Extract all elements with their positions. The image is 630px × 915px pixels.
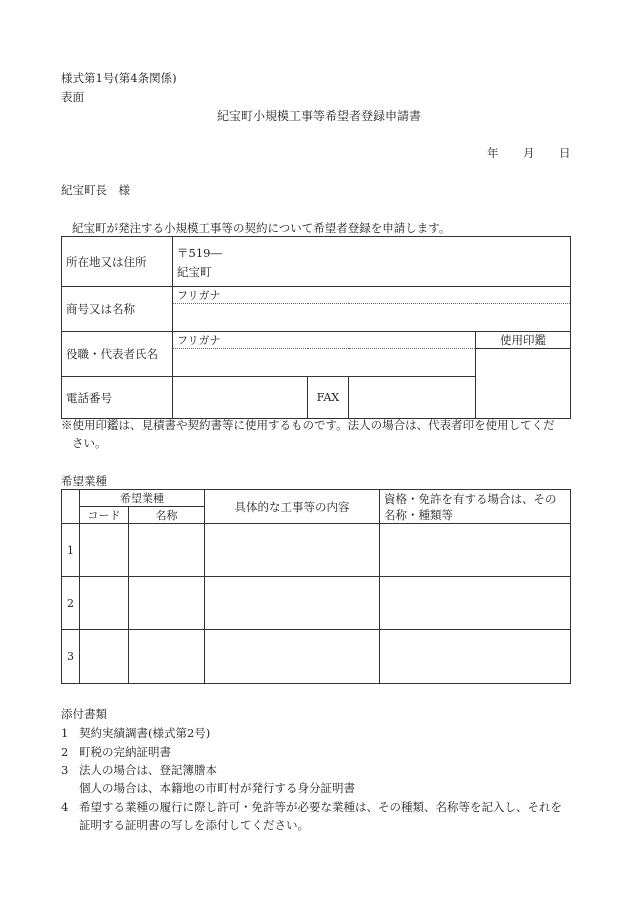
row-number: 2: [62, 577, 80, 630]
name-header: 名称: [129, 507, 205, 524]
seal-field[interactable]: [476, 349, 571, 419]
license-cell[interactable]: [380, 524, 571, 577]
license-header: [380, 490, 571, 524]
address-label: 所在地又は住所: [62, 237, 173, 287]
date-year: 年: [487, 146, 499, 160]
applicant-table: [61, 236, 571, 419]
attachment-text: 証明する証明書の写しを添付してください。: [79, 818, 309, 832]
page-title: 紀宝町小規模工事等希望者登録申請書: [217, 109, 422, 123]
attachment-item: [61, 817, 309, 833]
seal-note-line1: ※使用印鑑は、見積書や契約書等に使用するものです。法人の場合は、代表者印を使用してくだ: [61, 418, 555, 432]
work-table: [61, 489, 571, 684]
code-header: コード: [80, 507, 129, 524]
work-row: [62, 630, 571, 684]
representative-name-field[interactable]: [173, 349, 476, 377]
license-cell[interactable]: [380, 630, 571, 684]
address-field[interactable]: [173, 263, 571, 287]
attachment-text: 個人の場合は、本籍地の市町村が発行する身分証明書: [79, 781, 355, 795]
name-cell[interactable]: [129, 524, 205, 577]
code-cell[interactable]: [80, 630, 129, 684]
representative-label: 役職・代表者氏名: [62, 332, 173, 377]
fax-field[interactable]: [349, 377, 476, 419]
license-header-line1: 資格・免許を有する場合は、その: [384, 491, 557, 506]
attachment-item: [61, 799, 562, 815]
attachments-title: 添付書類: [61, 707, 107, 721]
fax-label: FAX: [308, 377, 349, 419]
attachment-text: 町税の完納証明書: [79, 745, 171, 759]
rep-furigana-label: フリガナ: [177, 334, 221, 347]
work-section-title: 希望業種: [61, 474, 107, 488]
company-label: 商号又は名称: [62, 287, 173, 332]
work-row: [62, 524, 571, 577]
attachment-number: 1: [61, 726, 69, 740]
postal-code: 〒519―: [177, 245, 222, 260]
attachment-number: 2: [61, 745, 69, 759]
code-cell[interactable]: [80, 577, 129, 630]
seal-label: 使用印鑑: [476, 332, 571, 349]
attachment-text: 契約実績調書(様式第2号): [79, 726, 211, 740]
company-name-field[interactable]: [173, 304, 571, 332]
attachment-number: 3: [61, 763, 69, 777]
attachment-text: 希望する業種の履行に際し許可・免許等が必要な業種は、その種類、名称等を記入し、それを: [79, 800, 562, 814]
addressee: 紀宝町長 様: [61, 183, 130, 197]
attachment-item: [61, 762, 217, 778]
date-day: 日: [559, 146, 571, 160]
seal-note-line2: さい。: [72, 436, 107, 450]
row-number: 1: [62, 524, 80, 577]
company-furigana-label: フリガナ: [177, 289, 221, 302]
work-type-header: 希望業種: [80, 490, 205, 507]
intro-text: 紀宝町が発注する小規模工事等の契約について希望者登録を申請します。: [72, 221, 451, 235]
content-cell[interactable]: [205, 630, 380, 684]
code-cell[interactable]: [80, 524, 129, 577]
attachment-text: 法人の場合は、登記簿謄本: [79, 763, 217, 777]
content-cell[interactable]: [205, 524, 380, 577]
form-number: 様式第1号(第4条関係): [61, 71, 177, 85]
license-cell[interactable]: [380, 577, 571, 630]
form-side: 表面: [61, 90, 84, 104]
attachment-item: [61, 780, 355, 796]
attachment-item: [61, 725, 210, 741]
name-cell[interactable]: [129, 577, 205, 630]
phone-field[interactable]: [173, 377, 308, 419]
town-name: 紀宝町: [177, 264, 212, 279]
date-month: 月: [523, 146, 535, 160]
work-row: [62, 577, 571, 630]
attachment-number: 4: [61, 800, 69, 814]
license-header-line2: 名称・種類等: [384, 507, 453, 522]
attachment-item: [61, 744, 171, 760]
content-cell[interactable]: [205, 577, 380, 630]
row-number: 3: [62, 630, 80, 684]
name-cell[interactable]: [129, 630, 205, 684]
content-header: 具体的な工事等の内容: [205, 490, 380, 524]
phone-label: 電話番号: [62, 377, 173, 419]
